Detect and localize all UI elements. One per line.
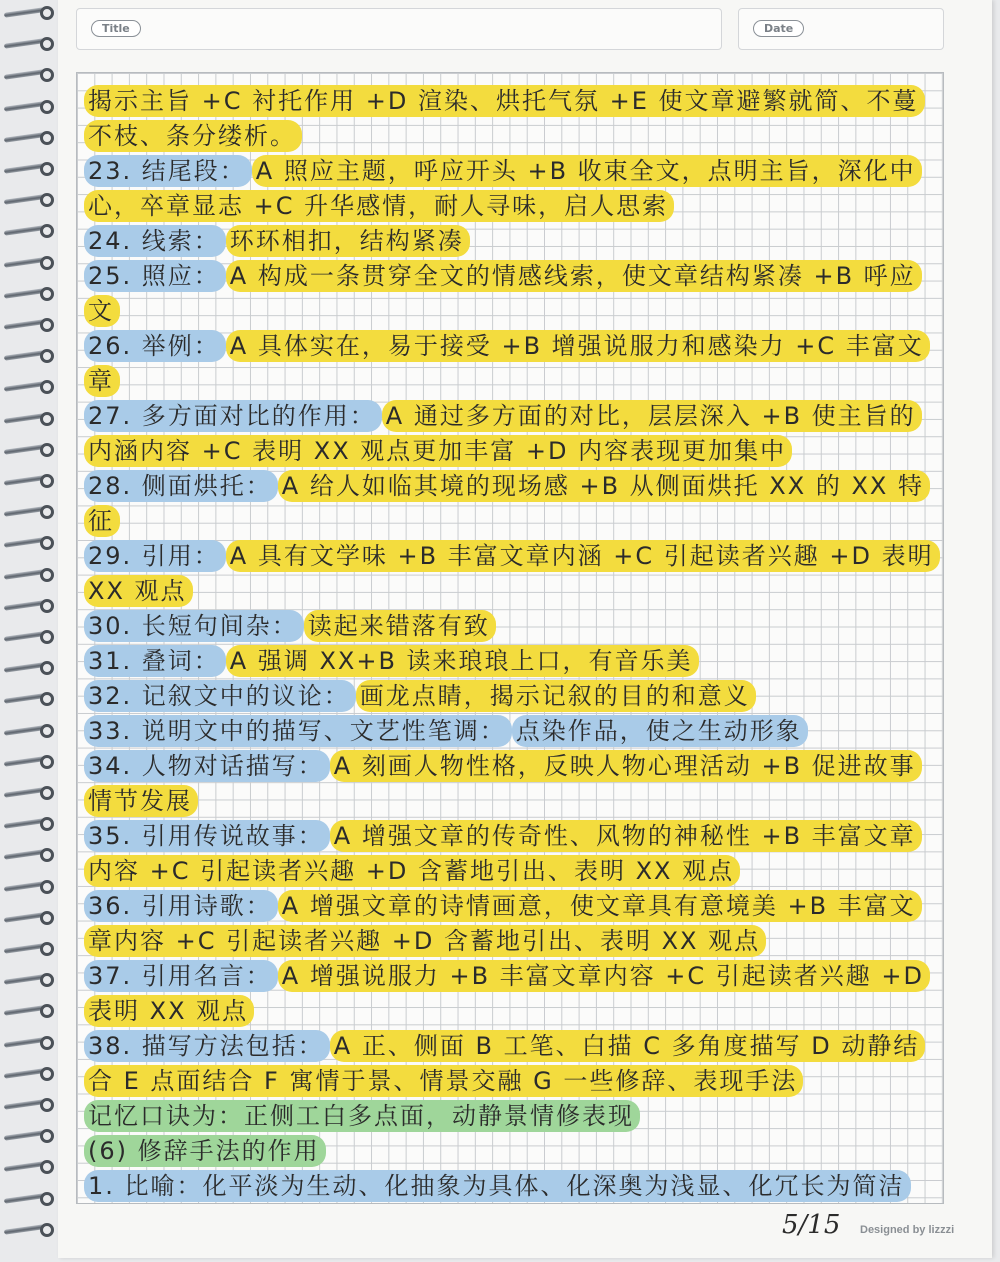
note-line bbox=[84, 294, 944, 329]
highlight-blue: 38. 描写方法包括： bbox=[84, 1030, 330, 1062]
highlight-yellow: 征 bbox=[84, 505, 120, 537]
note-line bbox=[84, 679, 944, 714]
highlight-yellow: A 给人如临其境的现场感 +B 从侧面烘托 XX 的 XX 特 bbox=[278, 470, 930, 502]
spiral-coil bbox=[4, 380, 56, 394]
spiral-coil bbox=[4, 1223, 56, 1237]
title-field[interactable] bbox=[76, 8, 722, 50]
note-line bbox=[84, 994, 944, 1029]
highlight-yellow: A 刻画人物性格，反映人物心理活动 +B 促进故事 bbox=[330, 750, 922, 782]
highlight-blue: 1. 比喻：化平淡为生动、化抽象为具体、化深奥为浅显、化冗长为简洁 bbox=[84, 1170, 911, 1202]
note-line bbox=[84, 644, 944, 679]
note-line bbox=[84, 119, 944, 154]
spiral-coil bbox=[4, 100, 56, 114]
highlight-yellow: 揭示主旨 +C 衬托作用 +D 渲染、烘托气氛 +E 使文章避繁就简、不蔓 bbox=[84, 85, 925, 117]
highlight-yellow: 环环相扣，结构紧凑 bbox=[226, 225, 470, 257]
note-line bbox=[84, 574, 944, 609]
note-line bbox=[84, 1099, 944, 1134]
spiral-coil bbox=[4, 755, 56, 769]
spiral-coil bbox=[4, 973, 56, 987]
note-line bbox=[84, 434, 944, 469]
spiral-coil bbox=[4, 1004, 56, 1018]
spiral-coil bbox=[4, 162, 56, 176]
note-line bbox=[84, 1029, 944, 1064]
note-line bbox=[84, 224, 944, 259]
note-line bbox=[84, 854, 944, 889]
spiral-coil bbox=[4, 443, 56, 457]
highlight-yellow: A 构成一条贯穿全文的情感线索，使文章结构紧凑 +B 呼应 bbox=[226, 260, 922, 292]
title-label: Title bbox=[91, 20, 141, 37]
spiral-coil bbox=[4, 1192, 56, 1206]
highlight-blue: 24. 线索： bbox=[84, 225, 226, 257]
spiral-coil bbox=[4, 942, 56, 956]
spiral-coil bbox=[4, 318, 56, 332]
highlight-yellow: A 增强文章的诗情画意，使文章具有意境美 +B 丰富文 bbox=[278, 890, 922, 922]
highlight-yellow: A 强调 XX+B 读来琅琅上口，有音乐美 bbox=[226, 645, 699, 677]
note-line bbox=[84, 1169, 944, 1204]
highlight-blue: 31. 叠词： bbox=[84, 645, 226, 677]
spiral-coil bbox=[4, 911, 56, 925]
spiral-coil bbox=[4, 786, 56, 800]
highlight-blue: 点染作品，使之生动形象 bbox=[512, 715, 808, 747]
note-line bbox=[84, 959, 944, 994]
highlight-yellow: A 具有文学味 +B 丰富文章内涵 +C 引起读者兴趣 +D 表明 bbox=[226, 540, 940, 572]
highlight-yellow: 章内容 +C 引起读者兴趣 +D 含蓄地引出、表明 XX 观点 bbox=[84, 925, 766, 957]
spiral-coil bbox=[4, 692, 56, 706]
spiral-coil bbox=[4, 1098, 56, 1112]
highlight-yellow: 心，卒章显志 +C 升华感情，耐人寻味，启人思索 bbox=[84, 190, 674, 222]
highlight-yellow: 内涵内容 +C 表明 XX 观点更加丰富 +D 内容表现更加集中 bbox=[84, 435, 792, 467]
spiral-coil bbox=[4, 505, 56, 519]
highlight-yellow: A 正、侧面 B 工笔、白描 C 多角度描写 D 动静结 bbox=[330, 1030, 926, 1062]
note-line bbox=[84, 504, 944, 539]
highlight-blue: 33. 说明文中的描写、文艺性笔调： bbox=[84, 715, 512, 747]
spiral-coil bbox=[4, 349, 56, 363]
spiral-coil bbox=[4, 661, 56, 675]
designer-credit: Designed by lizzzi bbox=[860, 1224, 955, 1236]
spiral-coil bbox=[4, 1160, 56, 1174]
spiral-coil bbox=[4, 536, 56, 550]
highlight-yellow: 表明 XX 观点 bbox=[84, 995, 254, 1027]
highlight-blue: 26. 举例： bbox=[84, 330, 226, 362]
highlight-yellow: 不枝、条分缕析。 bbox=[84, 120, 302, 152]
highlight-yellow: 合 E 点面结合 F 寓情于景、情景交融 G 一些修辞、表现手法 bbox=[84, 1065, 803, 1097]
spiral-binding bbox=[0, 0, 62, 1262]
highlight-blue: 23. 结尾段： bbox=[84, 155, 252, 187]
note-line bbox=[84, 84, 944, 119]
spiral-coil bbox=[4, 412, 56, 426]
note-line bbox=[84, 714, 944, 749]
date-label: Date bbox=[753, 20, 804, 37]
note-line bbox=[84, 1134, 944, 1169]
highlight-yellow: 画龙点睛，揭示记叙的目的和意义 bbox=[356, 680, 756, 712]
highlight-yellow: 内容 +C 引起读者兴趣 +D 含蓄地引出、表明 XX 观点 bbox=[84, 855, 740, 887]
note-line bbox=[84, 1064, 944, 1099]
spiral-coil bbox=[4, 848, 56, 862]
note-line bbox=[84, 154, 944, 189]
spiral-coil bbox=[4, 6, 56, 20]
spiral-coil bbox=[4, 68, 56, 82]
highlight-yellow: XX 观点 bbox=[84, 575, 193, 607]
note-line bbox=[84, 469, 944, 504]
note-line bbox=[84, 329, 944, 364]
spiral-coil bbox=[4, 630, 56, 644]
spiral-coil bbox=[4, 880, 56, 894]
highlight-yellow: 读起来错落有致 bbox=[304, 610, 496, 642]
spiral-coil bbox=[4, 256, 56, 270]
highlight-blue: 27. 多方面对比的作用： bbox=[84, 400, 382, 432]
highlight-yellow: 文 bbox=[84, 295, 120, 327]
spiral-coil bbox=[4, 568, 56, 582]
spiral-coil bbox=[4, 724, 56, 738]
highlight-yellow: A 增强说服力 +B 丰富文章内容 +C 引起读者兴趣 +D bbox=[278, 960, 930, 992]
note-line bbox=[84, 889, 944, 924]
highlight-yellow: A 通过多方面的对比，层层深入 +B 使主旨的 bbox=[382, 400, 922, 432]
spiral-coil bbox=[4, 599, 56, 613]
highlight-blue: 32. 记叙文中的议论： bbox=[84, 680, 356, 712]
note-line bbox=[84, 749, 944, 784]
spiral-coil bbox=[4, 1036, 56, 1050]
highlight-blue: 34. 人物对话描写： bbox=[84, 750, 330, 782]
highlight-blue: 35. 引用传说故事： bbox=[84, 820, 330, 852]
date-field[interactable] bbox=[738, 8, 944, 50]
notes-text bbox=[84, 84, 944, 1204]
highlight-blue: 37. 引用名言： bbox=[84, 960, 278, 992]
spiral-coil bbox=[4, 193, 56, 207]
highlight-yellow: A 增强文章的传奇性、风物的神秘性 +B 丰富文章 bbox=[330, 820, 922, 852]
spiral-coil bbox=[4, 224, 56, 238]
highlight-blue: 28. 侧面烘托： bbox=[84, 470, 278, 502]
highlight-green: (6) 修辞手法的作用 bbox=[84, 1135, 326, 1167]
highlight-yellow: A 具体实在，易于接受 +B 增强说服力和感染力 +C 丰富文 bbox=[226, 330, 930, 362]
highlight-blue: 30. 长短句间杂： bbox=[84, 610, 304, 642]
highlight-yellow: A 照应主题，呼应开头 +B 收束全文，点明主旨，深化中 bbox=[252, 155, 922, 187]
spiral-coil bbox=[4, 1067, 56, 1081]
highlight-yellow: 章 bbox=[84, 365, 120, 397]
spiral-coil bbox=[4, 287, 56, 301]
highlight-blue: 36. 引用诗歌： bbox=[84, 890, 278, 922]
spiral-coil bbox=[4, 1129, 56, 1143]
page-number: 5/15 bbox=[782, 1210, 841, 1240]
spiral-coil bbox=[4, 817, 56, 831]
spiral-coil bbox=[4, 37, 56, 51]
note-line bbox=[84, 399, 944, 434]
highlight-blue: 25. 照应： bbox=[84, 260, 226, 292]
spiral-coil bbox=[4, 131, 56, 145]
spiral-coil bbox=[4, 474, 56, 488]
note-line bbox=[84, 539, 944, 574]
note-line bbox=[84, 259, 944, 294]
note-line bbox=[84, 609, 944, 644]
highlight-yellow: 情节发展 bbox=[84, 785, 198, 817]
note-line bbox=[84, 784, 944, 819]
note-line bbox=[84, 819, 944, 854]
highlight-blue: 29. 引用： bbox=[84, 540, 226, 572]
highlight-green: 记忆口诀为：正侧工白多点面，动静景情修表现 bbox=[84, 1100, 640, 1132]
note-line bbox=[84, 189, 944, 224]
note-line bbox=[84, 924, 944, 959]
note-line bbox=[84, 364, 944, 399]
